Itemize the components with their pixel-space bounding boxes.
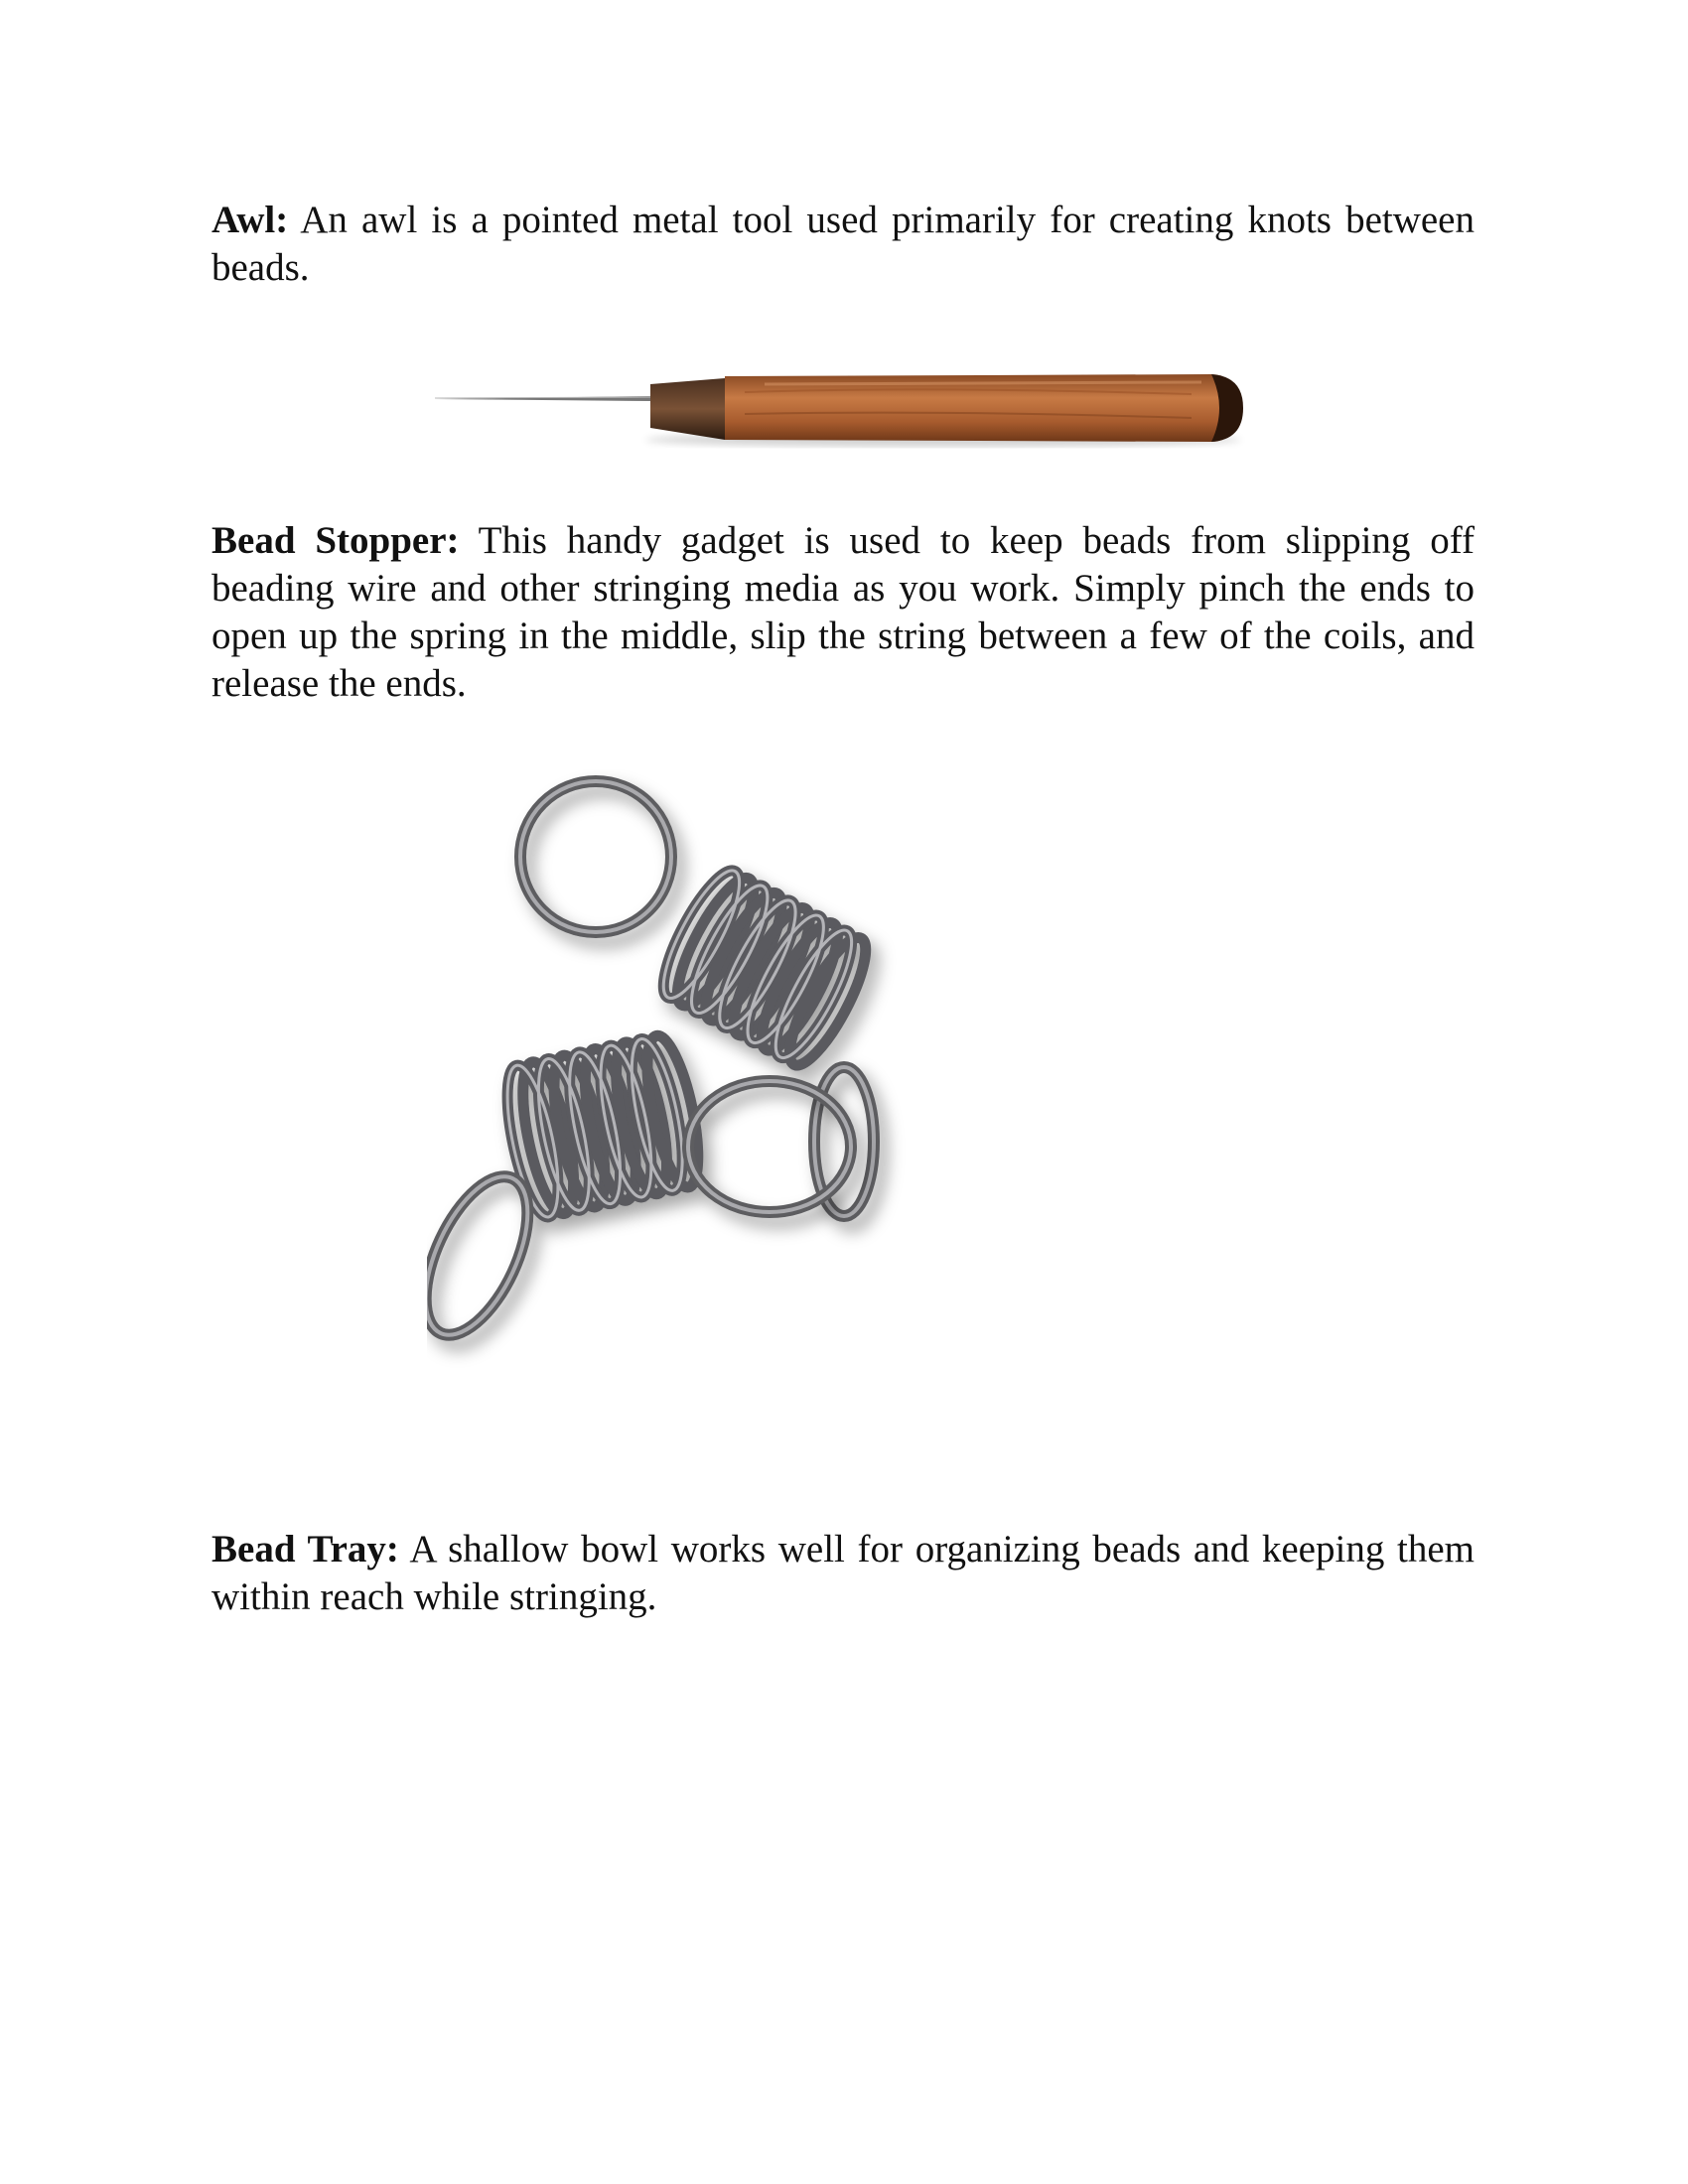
awl-text: An awl is a pointed metal tool used primarily for creating knots between beads. xyxy=(211,199,1475,289)
bead-stopper-text: This handy gadget is used to keep beads from slipping off beading wire and other stringing media as you work. Simply pinch the ends to open up the spring in the middle, slip the string between a few of the coils, and release the ends. xyxy=(211,519,1476,705)
awl-description xyxy=(211,197,1475,292)
awl-term: Awl: xyxy=(211,199,289,241)
bead-tray-term: Bead Tray: xyxy=(211,1528,399,1570)
bead-stopper-term: Bead Stopper: xyxy=(211,519,460,562)
bead-tray-description xyxy=(211,1526,1475,1621)
bead-stopper-spring-lower xyxy=(427,1031,851,1350)
bead-stopper-image xyxy=(427,769,1281,1464)
awl-image xyxy=(427,352,1251,462)
bead-stopper-description xyxy=(211,517,1475,708)
bead-tray-text: A shallow bowl works well for organizing beads and keeping them within reach while stringing. xyxy=(211,1528,1475,1618)
